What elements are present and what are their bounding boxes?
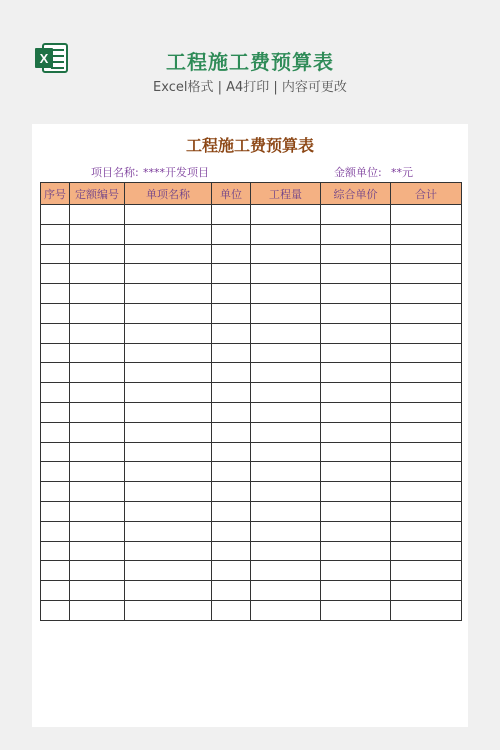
amount-unit-value[interactable]: **元 bbox=[391, 166, 413, 179]
table-cell[interactable] bbox=[41, 541, 70, 561]
document-title: 工程施工费预算表 bbox=[185, 136, 314, 155]
table-cell[interactable] bbox=[391, 284, 462, 304]
table-cell[interactable] bbox=[321, 600, 391, 620]
table-cell[interactable] bbox=[70, 541, 125, 561]
table-cell[interactable] bbox=[125, 264, 212, 284]
table-cell[interactable] bbox=[212, 422, 251, 442]
table-cell[interactable] bbox=[212, 303, 251, 323]
column-header-item-name: 单项名称 bbox=[125, 183, 212, 205]
table-cell[interactable] bbox=[125, 581, 212, 601]
table-cell[interactable] bbox=[125, 363, 212, 383]
table-cell[interactable] bbox=[321, 462, 391, 482]
table-cell[interactable] bbox=[41, 303, 70, 323]
table-cell[interactable] bbox=[125, 244, 212, 264]
table-row bbox=[41, 442, 462, 462]
table-cell[interactable] bbox=[212, 501, 251, 521]
table-cell[interactable] bbox=[70, 422, 125, 442]
table-cell[interactable] bbox=[125, 323, 212, 343]
column-header-quantity: 工程量 bbox=[251, 183, 321, 205]
table-cell[interactable] bbox=[41, 422, 70, 442]
table-cell[interactable] bbox=[321, 581, 391, 601]
table-cell[interactable] bbox=[212, 224, 251, 244]
table-cell[interactable] bbox=[212, 244, 251, 264]
table-cell[interactable] bbox=[321, 343, 391, 363]
table-cell[interactable] bbox=[212, 462, 251, 482]
table-cell[interactable] bbox=[391, 521, 462, 541]
column-header-quota-code: 定额编号 bbox=[70, 183, 125, 205]
table-cell[interactable] bbox=[212, 343, 251, 363]
table-cell[interactable] bbox=[70, 264, 125, 284]
table-cell[interactable] bbox=[41, 442, 70, 462]
table-cell[interactable] bbox=[391, 224, 462, 244]
table-cell[interactable] bbox=[41, 205, 70, 225]
page-subtitle: Excel格式 | A4打印 | 内容可更改 bbox=[153, 80, 347, 95]
table-cell[interactable] bbox=[70, 561, 125, 581]
table-cell[interactable] bbox=[321, 561, 391, 581]
table-cell[interactable] bbox=[321, 383, 391, 403]
table-cell[interactable] bbox=[212, 561, 251, 581]
table-cell[interactable] bbox=[41, 383, 70, 403]
table-cell[interactable] bbox=[212, 442, 251, 462]
table-cell[interactable] bbox=[321, 205, 391, 225]
table-row bbox=[41, 284, 462, 304]
table-cell[interactable] bbox=[70, 363, 125, 383]
table-row bbox=[41, 581, 462, 601]
table-cell[interactable] bbox=[70, 521, 125, 541]
table-cell[interactable] bbox=[70, 383, 125, 403]
table-cell[interactable] bbox=[321, 501, 391, 521]
table-cell[interactable] bbox=[251, 323, 321, 343]
table-cell[interactable] bbox=[391, 442, 462, 462]
table-cell[interactable] bbox=[41, 363, 70, 383]
table-cell[interactable] bbox=[391, 323, 462, 343]
table-body bbox=[41, 205, 462, 621]
table-cell[interactable] bbox=[391, 422, 462, 442]
table-cell[interactable] bbox=[391, 402, 462, 422]
table-row bbox=[41, 521, 462, 541]
table-cell[interactable] bbox=[125, 284, 212, 304]
table-cell[interactable] bbox=[70, 303, 125, 323]
column-header-unit: 单位 bbox=[212, 183, 251, 205]
table-cell[interactable] bbox=[70, 600, 125, 620]
table-cell[interactable] bbox=[391, 343, 462, 363]
column-header-total: 合计 bbox=[391, 183, 462, 205]
table-cell[interactable] bbox=[391, 205, 462, 225]
budget-table bbox=[40, 182, 462, 621]
table-cell[interactable] bbox=[125, 442, 212, 462]
table-cell[interactable] bbox=[391, 482, 462, 502]
table-cell[interactable] bbox=[321, 244, 391, 264]
table-row bbox=[41, 303, 462, 323]
table-cell[interactable] bbox=[391, 462, 462, 482]
project-name-value[interactable]: ****开发项目 bbox=[143, 166, 209, 179]
table-cell[interactable] bbox=[125, 482, 212, 502]
table-cell[interactable] bbox=[125, 422, 212, 442]
table-cell[interactable] bbox=[321, 521, 391, 541]
table-cell[interactable] bbox=[125, 303, 212, 323]
table-cell[interactable] bbox=[251, 383, 321, 403]
column-header-index: 序号 bbox=[41, 183, 70, 205]
table-cell[interactable] bbox=[321, 422, 391, 442]
table-cell[interactable] bbox=[212, 402, 251, 422]
table-row bbox=[41, 224, 462, 244]
table-cell[interactable] bbox=[251, 442, 321, 462]
table-cell[interactable] bbox=[70, 224, 125, 244]
table-cell[interactable] bbox=[321, 541, 391, 561]
table-cell[interactable] bbox=[70, 244, 125, 264]
table-cell[interactable] bbox=[321, 442, 391, 462]
table-cell[interactable] bbox=[251, 541, 321, 561]
table-row bbox=[41, 482, 462, 502]
table-cell[interactable] bbox=[321, 264, 391, 284]
table-row bbox=[41, 561, 462, 581]
table-cell[interactable] bbox=[125, 343, 212, 363]
table-cell[interactable] bbox=[125, 462, 212, 482]
table-cell[interactable] bbox=[391, 303, 462, 323]
table-cell[interactable] bbox=[321, 323, 391, 343]
table-cell[interactable] bbox=[125, 205, 212, 225]
table-cell[interactable] bbox=[251, 482, 321, 502]
table-cell[interactable] bbox=[251, 561, 321, 581]
table-cell[interactable] bbox=[251, 303, 321, 323]
table-cell[interactable] bbox=[41, 244, 70, 264]
table-cell[interactable] bbox=[212, 581, 251, 601]
page-title: 工程施工费预算表 bbox=[166, 50, 334, 74]
table-row bbox=[41, 244, 462, 264]
table-cell[interactable] bbox=[391, 541, 462, 561]
table-cell[interactable] bbox=[212, 323, 251, 343]
table-cell[interactable] bbox=[41, 264, 70, 284]
table-cell[interactable] bbox=[41, 323, 70, 343]
table-cell[interactable] bbox=[41, 284, 70, 304]
table-cell[interactable] bbox=[391, 244, 462, 264]
table-cell[interactable] bbox=[125, 501, 212, 521]
table-cell[interactable] bbox=[125, 383, 212, 403]
table-row bbox=[41, 363, 462, 383]
table-cell[interactable] bbox=[251, 284, 321, 304]
table-cell[interactable] bbox=[251, 521, 321, 541]
table-cell[interactable] bbox=[251, 244, 321, 264]
table-cell[interactable] bbox=[41, 581, 70, 601]
table-cell[interactable] bbox=[321, 402, 391, 422]
page-header bbox=[0, 0, 500, 110]
table-cell[interactable] bbox=[125, 224, 212, 244]
table-cell[interactable] bbox=[70, 482, 125, 502]
table-cell[interactable] bbox=[251, 264, 321, 284]
table-cell[interactable] bbox=[391, 383, 462, 403]
table-cell[interactable] bbox=[391, 363, 462, 383]
table-cell[interactable] bbox=[212, 541, 251, 561]
table-cell[interactable] bbox=[125, 600, 212, 620]
table-cell[interactable] bbox=[251, 224, 321, 244]
table-cell[interactable] bbox=[391, 264, 462, 284]
table-cell[interactable] bbox=[70, 402, 125, 422]
table-cell[interactable] bbox=[391, 561, 462, 581]
table-cell[interactable] bbox=[212, 264, 251, 284]
table-cell[interactable] bbox=[251, 581, 321, 601]
table-cell[interactable] bbox=[321, 363, 391, 383]
table-cell[interactable] bbox=[212, 205, 251, 225]
table-cell[interactable] bbox=[251, 600, 321, 620]
table-row bbox=[41, 343, 462, 363]
table-cell[interactable] bbox=[321, 482, 391, 502]
table-row bbox=[41, 462, 462, 482]
table-row bbox=[41, 383, 462, 403]
table-cell[interactable] bbox=[391, 600, 462, 620]
table-cell[interactable] bbox=[391, 501, 462, 521]
table-cell[interactable] bbox=[251, 462, 321, 482]
column-header-unit-price: 综合单价 bbox=[321, 183, 391, 205]
table-cell[interactable] bbox=[70, 442, 125, 462]
table-cell[interactable] bbox=[321, 224, 391, 244]
table-row bbox=[41, 264, 462, 284]
table-cell[interactable] bbox=[125, 402, 212, 422]
table-cell[interactable] bbox=[70, 462, 125, 482]
table-cell[interactable] bbox=[70, 343, 125, 363]
table-cell[interactable] bbox=[70, 284, 125, 304]
budget-sheet bbox=[32, 124, 468, 727]
table-row bbox=[41, 600, 462, 620]
table-cell[interactable] bbox=[212, 482, 251, 502]
table-cell[interactable] bbox=[212, 600, 251, 620]
excel-icon-letter: X bbox=[39, 51, 49, 66]
table-row bbox=[41, 422, 462, 442]
table-cell[interactable] bbox=[41, 501, 70, 521]
table-cell[interactable] bbox=[125, 521, 212, 541]
table-cell[interactable] bbox=[41, 224, 70, 244]
table-cell[interactable] bbox=[251, 422, 321, 442]
table-cell[interactable] bbox=[212, 284, 251, 304]
table-cell[interactable] bbox=[70, 205, 125, 225]
table-row bbox=[41, 501, 462, 521]
table-cell[interactable] bbox=[41, 343, 70, 363]
table-cell[interactable] bbox=[70, 323, 125, 343]
table-cell[interactable] bbox=[251, 363, 321, 383]
table-cell[interactable] bbox=[41, 462, 70, 482]
table-cell[interactable] bbox=[251, 501, 321, 521]
table-cell[interactable] bbox=[251, 343, 321, 363]
table-cell[interactable] bbox=[212, 383, 251, 403]
table-row bbox=[41, 323, 462, 343]
table-cell[interactable] bbox=[70, 501, 125, 521]
amount-unit-label: 金额单位: bbox=[334, 166, 382, 179]
table-cell[interactable] bbox=[125, 561, 212, 581]
table-cell[interactable] bbox=[70, 581, 125, 601]
table-cell[interactable] bbox=[321, 303, 391, 323]
table-cell[interactable] bbox=[125, 541, 212, 561]
table-cell[interactable] bbox=[212, 363, 251, 383]
table-cell[interactable] bbox=[391, 581, 462, 601]
table-row bbox=[41, 205, 462, 225]
table-cell[interactable] bbox=[41, 402, 70, 422]
table-cell[interactable] bbox=[212, 521, 251, 541]
project-name-label: 项目名称: bbox=[91, 166, 139, 179]
table-row bbox=[41, 541, 462, 561]
table-cell[interactable] bbox=[41, 561, 70, 581]
table-row bbox=[41, 402, 462, 422]
table-cell[interactable] bbox=[41, 482, 70, 502]
table-cell[interactable] bbox=[251, 402, 321, 422]
table-cell[interactable] bbox=[41, 521, 70, 541]
table-cell[interactable] bbox=[321, 284, 391, 304]
table-cell[interactable] bbox=[41, 600, 70, 620]
table-header-row bbox=[41, 183, 462, 205]
table-cell[interactable] bbox=[251, 205, 321, 225]
